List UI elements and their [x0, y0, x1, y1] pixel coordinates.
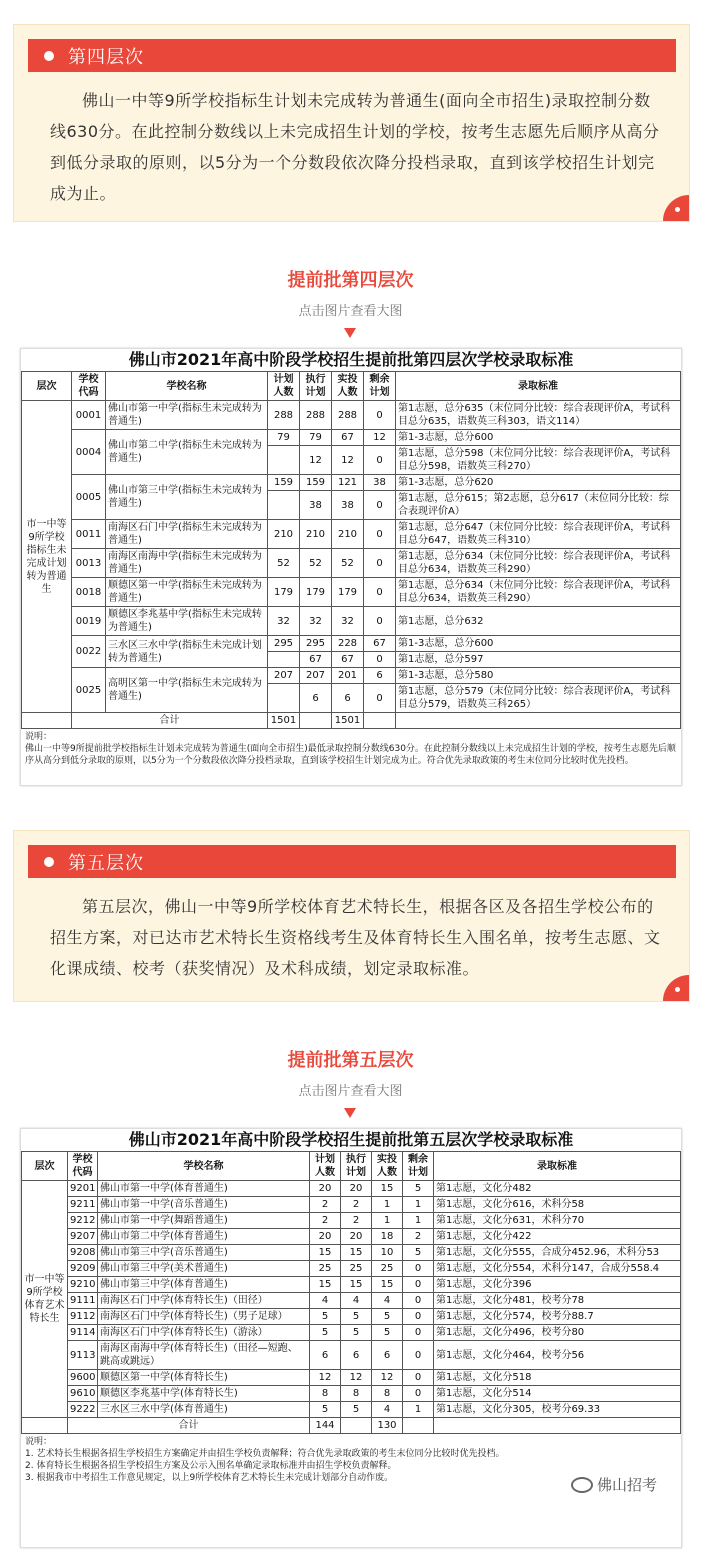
- exec-count: 12: [300, 446, 332, 475]
- table-row: [22, 1402, 681, 1418]
- card-body-text: 佛山一中等9所学校指标生计划未完成转为普通生(面向全市招生)录取控制分数线630分。在此控制分数线以上未完成招生计划的学校，按考生志愿先后顺序从高分到低分录取的原则，以5分为一个分数段依次降分投档录取，直到该学校招生计划完成为止。: [50, 91, 660, 203]
- remaining-count: 0: [403, 1277, 434, 1293]
- school-name: 南海区石门中学(指标生未完成转为普通生): [106, 520, 268, 549]
- empty-cell: [300, 713, 332, 729]
- card-title: 第五层次: [68, 852, 144, 874]
- school-name: 佛山市第一中学(音乐普通生): [98, 1197, 310, 1213]
- column-header: 层次: [22, 1152, 68, 1181]
- table-row: [22, 1277, 681, 1293]
- plan-count: 79: [268, 430, 300, 446]
- plan-count: 20: [310, 1181, 341, 1197]
- admission-standard: 第1-3志愿，总分600: [396, 636, 681, 652]
- plan-count: 2: [310, 1213, 341, 1229]
- school-code: 0004: [72, 430, 106, 475]
- school-name: 南海区石门中学(体育特长生)（田径）: [98, 1293, 310, 1309]
- admission-standard: 第1志愿，文化分482: [434, 1181, 681, 1197]
- column-header: 录取标准: [434, 1152, 681, 1181]
- admission-standard: 第1志愿，总分632: [396, 607, 681, 636]
- school-name: 佛山市第三中学(指标生未完成转为普通生): [106, 475, 268, 520]
- school-code: 9209: [68, 1261, 98, 1277]
- exec-count: 5: [341, 1402, 372, 1418]
- table-row: [22, 520, 681, 549]
- school-name: 佛山市第二中学(指标生未完成转为普通生): [106, 430, 268, 475]
- table-row: [22, 1293, 681, 1309]
- corner-decoration-icon: [663, 195, 689, 221]
- remaining-count: 1: [403, 1402, 434, 1418]
- remaining-count: 5: [403, 1245, 434, 1261]
- arrow-down-icon: [344, 328, 356, 338]
- school-name: 顺德区第一中学(体育特长生): [98, 1370, 310, 1386]
- actual-count: 18: [372, 1229, 403, 1245]
- school-name: 南海区南海中学(指标生未完成转为普通生): [106, 549, 268, 578]
- plan-count: 207: [268, 668, 300, 684]
- exec-count: 5: [341, 1325, 372, 1341]
- admission-standard: 第1志愿，文化分422: [434, 1229, 681, 1245]
- section-title-level4: 提前批第四层次: [287, 270, 414, 291]
- exec-count: 52: [300, 549, 332, 578]
- card-header: [28, 39, 676, 72]
- plan-count: 52: [268, 549, 300, 578]
- school-code: 0022: [72, 636, 106, 668]
- school-name: 顺德区第一中学(指标生未完成转为普通生): [106, 578, 268, 607]
- plan-count: 5: [310, 1325, 341, 1341]
- exec-count: 159: [300, 475, 332, 491]
- table-row: [22, 430, 681, 446]
- actual-count: 121: [332, 475, 364, 491]
- school-name: 顺德区李兆基中学(体育特长生): [98, 1386, 310, 1402]
- table-title: 佛山市2021年高中阶段学校招生提前批第四层次学校录取标准: [128, 350, 574, 369]
- plan-count: [268, 491, 300, 520]
- exec-count: 2: [341, 1213, 372, 1229]
- exec-count: 15: [341, 1245, 372, 1261]
- note-label: 说明：: [25, 732, 53, 742]
- table-row: [22, 1181, 681, 1197]
- remaining-count: 0: [403, 1341, 434, 1370]
- remaining-count: 1: [403, 1213, 434, 1229]
- admission-standard: 第1志愿，总分635（末位同分比较：综合表现评价A，考试科目总分635，语数英三科303，语文114）: [396, 401, 681, 430]
- exec-count: 5: [341, 1309, 372, 1325]
- table-row: [22, 1261, 681, 1277]
- watermark: [571, 1474, 657, 1495]
- actual-count: 228: [332, 636, 364, 652]
- bullet-dot-icon: [44, 857, 54, 867]
- school-code: 9114: [68, 1325, 98, 1341]
- school-code: 9222: [68, 1402, 98, 1418]
- actual-count: 201: [332, 668, 364, 684]
- admission-standard: 第1志愿，文化分631，术科分70: [434, 1213, 681, 1229]
- exec-count: 79: [300, 430, 332, 446]
- actual-count: 8: [372, 1386, 403, 1402]
- school-code: 0018: [72, 578, 106, 607]
- empty-cell: [22, 1418, 68, 1434]
- exec-count: 8: [341, 1386, 372, 1402]
- school-code: 9208: [68, 1245, 98, 1261]
- empty-cell: [341, 1418, 372, 1434]
- info-card-level4: [13, 24, 690, 222]
- plan-count: 32: [268, 607, 300, 636]
- card-body-text: 第五层次，佛山一中等9所学校体育艺术特长生，根据各区及各招生学校公布的招生方案，对已达市艺术特长生资格线考生及体育特长生入围名单，按考生志愿、文化课成绩、校考（获奖情况）及术科成绩，划定录取标准。: [50, 897, 661, 978]
- exec-count: 210: [300, 520, 332, 549]
- remaining-count: 1: [403, 1197, 434, 1213]
- table-row: [22, 1213, 681, 1229]
- school-code: 0005: [72, 475, 106, 520]
- plan-count: 12: [310, 1370, 341, 1386]
- admission-standard: 第1志愿，文化分496，校考分80: [434, 1325, 681, 1341]
- total-actual: 1501: [332, 713, 364, 729]
- remaining-count: 38: [364, 475, 396, 491]
- school-code: 0019: [72, 607, 106, 636]
- remaining-count: 0: [364, 684, 396, 713]
- school-name: 三水区三水中学(指标生未完成计划转为普通生): [106, 636, 268, 668]
- exec-count: 2: [341, 1197, 372, 1213]
- plan-count: 6: [310, 1341, 341, 1370]
- admission-standard: 第1志愿，文化分518: [434, 1370, 681, 1386]
- actual-count: 1: [372, 1197, 403, 1213]
- exec-count: 6: [300, 684, 332, 713]
- admission-standard: 第1志愿，总分634（末位同分比较：综合表现评价A，考试科目总分634，语数英三科290）: [396, 549, 681, 578]
- plan-count: 8: [310, 1386, 341, 1402]
- admission-standard: 第1志愿，总分647（末位同分比较：综合表现评价A，考试科目总分647，语数英三科310）: [396, 520, 681, 549]
- exec-count: 288: [300, 401, 332, 430]
- empty-cell: [403, 1418, 434, 1434]
- actual-count: 4: [372, 1293, 403, 1309]
- school-code: 9212: [68, 1213, 98, 1229]
- level-cell: 市一中等9所学校体育艺术特长生: [22, 1181, 68, 1418]
- plan-count: [268, 684, 300, 713]
- school-code: 0025: [72, 668, 106, 713]
- note-text: 佛山一中等9所提前批学校指标生计划未完成转为普通生(面向全市招生)最低录取控制分数线630分。在此控制分数线以上未完成招生计划的学校，按考生志愿先后顺序从高分到低分录取的原则，以5分为一个分数段依次降分投档录取，直到该学校招生计划完成为止。符合优先录取政策的考生末位同分比较时优先投档。: [25, 744, 676, 766]
- note-item: 2. 体育特长生根据各招生学校招生方案及公示入围名单确定录取标准并由招生学校负责解释。: [25, 1461, 397, 1471]
- admission-standard: 第1志愿，文化分464，校考分56: [434, 1341, 681, 1370]
- admission-standard: 第1志愿，文化分574，校考分88.7: [434, 1309, 681, 1325]
- column-header: 剩余计划: [403, 1152, 434, 1181]
- school-code: 9610: [68, 1386, 98, 1402]
- school-name: 佛山市第三中学(体育普通生): [98, 1277, 310, 1293]
- remaining-count: 0: [364, 549, 396, 578]
- admission-standard: 第1志愿，文化分616，术科分58: [434, 1197, 681, 1213]
- actual-count: 25: [372, 1261, 403, 1277]
- remaining-count: 0: [403, 1386, 434, 1402]
- school-code: 9207: [68, 1229, 98, 1245]
- watermark-text: 佛山招考: [596, 1476, 657, 1494]
- remaining-count: 0: [364, 578, 396, 607]
- actual-count: 52: [332, 549, 364, 578]
- column-header: 学校名称: [98, 1152, 310, 1181]
- total-row: [22, 713, 681, 729]
- exec-count: 6: [341, 1341, 372, 1370]
- actual-count: 12: [332, 446, 364, 475]
- actual-count: 5: [372, 1309, 403, 1325]
- view-large-hint[interactable]: 点击图片查看大图: [298, 304, 403, 319]
- level-cell: 市一中等9所学校指标生未完成计划转为普通生: [22, 401, 72, 713]
- admission-standard: 第1志愿，总分597: [396, 652, 681, 668]
- plan-count: 4: [310, 1293, 341, 1309]
- school-code: 9112: [68, 1309, 98, 1325]
- table-row: [22, 475, 681, 491]
- bullet-dot-icon: [44, 51, 54, 61]
- admission-standard: 第1-3志愿，总分620: [396, 475, 681, 491]
- table-row: [22, 1370, 681, 1386]
- admission-standard: 第1志愿，文化分481，校考分78: [434, 1293, 681, 1309]
- school-code: 9211: [68, 1197, 98, 1213]
- note-item: 1. 艺术特长生根据各招生学校招生方案确定并由招生学校负责解释；符合优先录取政策的考生末位同分比较时优先投档。: [25, 1449, 505, 1459]
- total-plan: 144: [310, 1418, 341, 1434]
- actual-count: 210: [332, 520, 364, 549]
- remaining-count: 0: [364, 520, 396, 549]
- column-header: 学校名称: [106, 372, 268, 401]
- plan-count: 20: [310, 1229, 341, 1245]
- remaining-count: 0: [403, 1325, 434, 1341]
- school-name: 佛山市第三中学(美术普通生): [98, 1261, 310, 1277]
- total-actual: 130: [372, 1418, 403, 1434]
- actual-count: 38: [332, 491, 364, 520]
- empty-cell: [364, 713, 396, 729]
- table-row: [22, 578, 681, 607]
- admission-standard: 第1志愿，文化分554，术科分147，合成分558.4: [434, 1261, 681, 1277]
- remaining-count: 0: [403, 1261, 434, 1277]
- exec-count: 20: [341, 1229, 372, 1245]
- school-code: 9210: [68, 1277, 98, 1293]
- plan-count: 179: [268, 578, 300, 607]
- column-header: 计划人数: [268, 372, 300, 401]
- note-label: 说明：: [25, 1437, 53, 1447]
- corner-decoration-icon: [663, 975, 689, 1001]
- remaining-count: 0: [364, 446, 396, 475]
- plan-count: 5: [310, 1309, 341, 1325]
- remaining-count: 5: [403, 1181, 434, 1197]
- admission-standard: 第1志愿，总分615；第2志愿，总分617（末位同分比较：综合表现评价A）: [396, 491, 681, 520]
- table-row: [22, 401, 681, 430]
- note-item: 3. 根据我市中考招生工作意见规定，以上9所学校体育艺术特长生未完成计划部分自动作废。: [25, 1473, 394, 1483]
- table-grid: [21, 1151, 681, 1434]
- actual-count: 4: [372, 1402, 403, 1418]
- plan-count: 25: [310, 1261, 341, 1277]
- admission-standard: 第1志愿，总分598（末位同分比较：综合表现评价A，考试科目总分598，语数英三科270）: [396, 446, 681, 475]
- exec-count: 179: [300, 578, 332, 607]
- exec-count: 25: [341, 1261, 372, 1277]
- table-row: [22, 1245, 681, 1261]
- column-header: 录取标准: [396, 372, 681, 401]
- column-header: 执行计划: [300, 372, 332, 401]
- admission-standard: 第1-3志愿，总分600: [396, 430, 681, 446]
- school-code: 9600: [68, 1370, 98, 1386]
- remaining-count: 0: [403, 1309, 434, 1325]
- school-name: 佛山市第一中学(体育普通生): [98, 1181, 310, 1197]
- plan-count: 2: [310, 1197, 341, 1213]
- plan-count: 159: [268, 475, 300, 491]
- school-name: 南海区石门中学(体育特长生)（男子足球）: [98, 1309, 310, 1325]
- actual-count: 6: [372, 1341, 403, 1370]
- school-code: 0013: [72, 549, 106, 578]
- column-header: 学校代码: [72, 372, 106, 401]
- plan-count: [268, 446, 300, 475]
- remaining-count: 6: [364, 668, 396, 684]
- card-header: [28, 845, 676, 878]
- remaining-count: 12: [364, 430, 396, 446]
- plan-count: 15: [310, 1277, 341, 1293]
- column-header: 层次: [22, 372, 72, 401]
- plan-count: [268, 652, 300, 668]
- exec-count: 32: [300, 607, 332, 636]
- view-large-hint[interactable]: 点击图片查看大图: [298, 1084, 403, 1099]
- actual-count: 288: [332, 401, 364, 430]
- school-name: 南海区石门中学(体育特长生)（游泳）: [98, 1325, 310, 1341]
- table-row: [22, 1309, 681, 1325]
- admission-standard: 第1志愿，总分634（末位同分比较：综合表现评价A，考试科目总分634，语数英三科290）: [396, 578, 681, 607]
- table-row: [22, 668, 681, 684]
- remaining-count: 2: [403, 1229, 434, 1245]
- arrow-down-icon: [344, 1108, 356, 1118]
- remaining-count: 0: [403, 1293, 434, 1309]
- remaining-count: 0: [403, 1370, 434, 1386]
- table-row: [22, 636, 681, 652]
- remaining-count: 0: [364, 652, 396, 668]
- admission-standard: 第1志愿，文化分514: [434, 1386, 681, 1402]
- school-name: 三水区三水中学(体育普通生): [98, 1402, 310, 1418]
- exec-count: 20: [341, 1181, 372, 1197]
- school-name: 佛山市第一中学(指标生未完成转为普通生): [106, 401, 268, 430]
- actual-count: 1: [372, 1213, 403, 1229]
- remaining-count: 67: [364, 636, 396, 652]
- card-title: 第四层次: [68, 46, 144, 68]
- column-header: 计划人数: [310, 1152, 341, 1181]
- remaining-count: 0: [364, 401, 396, 430]
- table-note: [21, 729, 681, 769]
- school-code: 0011: [72, 520, 106, 549]
- column-header: 实投人数: [372, 1152, 403, 1181]
- column-header: 执行计划: [341, 1152, 372, 1181]
- exec-count: 207: [300, 668, 332, 684]
- table-row: [22, 1197, 681, 1213]
- actual-count: 12: [372, 1370, 403, 1386]
- admission-standard: 第1-3志愿，总分580: [396, 668, 681, 684]
- info-card-level5: [13, 830, 690, 1002]
- empty-cell: [396, 713, 681, 729]
- school-name: 高明区第一中学(指标生未完成转为普通生): [106, 668, 268, 713]
- table-title: 佛山市2021年高中阶段学校招生提前批第五层次学校录取标准: [128, 1130, 574, 1149]
- plan-count: 210: [268, 520, 300, 549]
- school-code: 9201: [68, 1181, 98, 1197]
- column-header: 学校代码: [68, 1152, 98, 1181]
- wechat-icon: [571, 1477, 593, 1493]
- admission-standard: 第1志愿，文化分555，合成分452.96，术科分53: [434, 1245, 681, 1261]
- actual-count: 15: [372, 1277, 403, 1293]
- empty-cell: [22, 713, 72, 729]
- actual-count: 67: [332, 430, 364, 446]
- plan-count: 288: [268, 401, 300, 430]
- table-row: [22, 549, 681, 578]
- school-name: 佛山市第一中学(舞蹈普通生): [98, 1213, 310, 1229]
- exec-count: 4: [341, 1293, 372, 1309]
- school-name: 顺德区李兆基中学(指标生未完成转为普通生): [106, 607, 268, 636]
- actual-count: 6: [332, 684, 364, 713]
- total-plan: 1501: [268, 713, 300, 729]
- total-label: 合计: [68, 1418, 310, 1434]
- actual-count: 10: [372, 1245, 403, 1261]
- total-label: 合计: [72, 713, 268, 729]
- actual-count: 179: [332, 578, 364, 607]
- remaining-count: 0: [364, 607, 396, 636]
- admission-standard: 第1志愿，总分579（末位同分比较：综合表现评价A，考试科目总分579，语数英三科265）: [396, 684, 681, 713]
- exec-count: 15: [341, 1277, 372, 1293]
- exec-count: 38: [300, 491, 332, 520]
- exec-count: 295: [300, 636, 332, 652]
- plan-count: 15: [310, 1245, 341, 1261]
- empty-cell: [434, 1418, 681, 1434]
- admission-table-level4[interactable]: [20, 348, 682, 786]
- remaining-count: 0: [364, 491, 396, 520]
- column-header: 实投人数: [332, 372, 364, 401]
- admission-standard: 第1志愿，文化分396: [434, 1277, 681, 1293]
- table-row: [22, 1386, 681, 1402]
- table-grid: [21, 371, 681, 729]
- section-title-level5: 提前批第五层次: [287, 1050, 414, 1071]
- school-name: 佛山市第三中学(音乐普通生): [98, 1245, 310, 1261]
- admission-standard: 第1志愿，文化分305，校考分69.33: [434, 1402, 681, 1418]
- actual-count: 15: [372, 1181, 403, 1197]
- admission-table-level5[interactable]: [20, 1128, 682, 1548]
- plan-count: 5: [310, 1402, 341, 1418]
- table-row: [22, 607, 681, 636]
- school-name: 佛山市第二中学(体育普通生): [98, 1229, 310, 1245]
- total-row: [22, 1418, 681, 1434]
- school-code: 9111: [68, 1293, 98, 1309]
- exec-count: 67: [300, 652, 332, 668]
- table-row: [22, 1229, 681, 1245]
- school-code: 0001: [72, 401, 106, 430]
- plan-count: 295: [268, 636, 300, 652]
- table-row: [22, 1325, 681, 1341]
- actual-count: 32: [332, 607, 364, 636]
- column-header: 剩余计划: [364, 372, 396, 401]
- exec-count: 12: [341, 1370, 372, 1386]
- actual-count: 5: [372, 1325, 403, 1341]
- school-code: 9113: [68, 1341, 98, 1370]
- school-name: 南海区南海中学(体育特长生)（田径—短跑、跳高或跳远）: [98, 1341, 310, 1370]
- table-row: [22, 1341, 681, 1370]
- actual-count: 67: [332, 652, 364, 668]
